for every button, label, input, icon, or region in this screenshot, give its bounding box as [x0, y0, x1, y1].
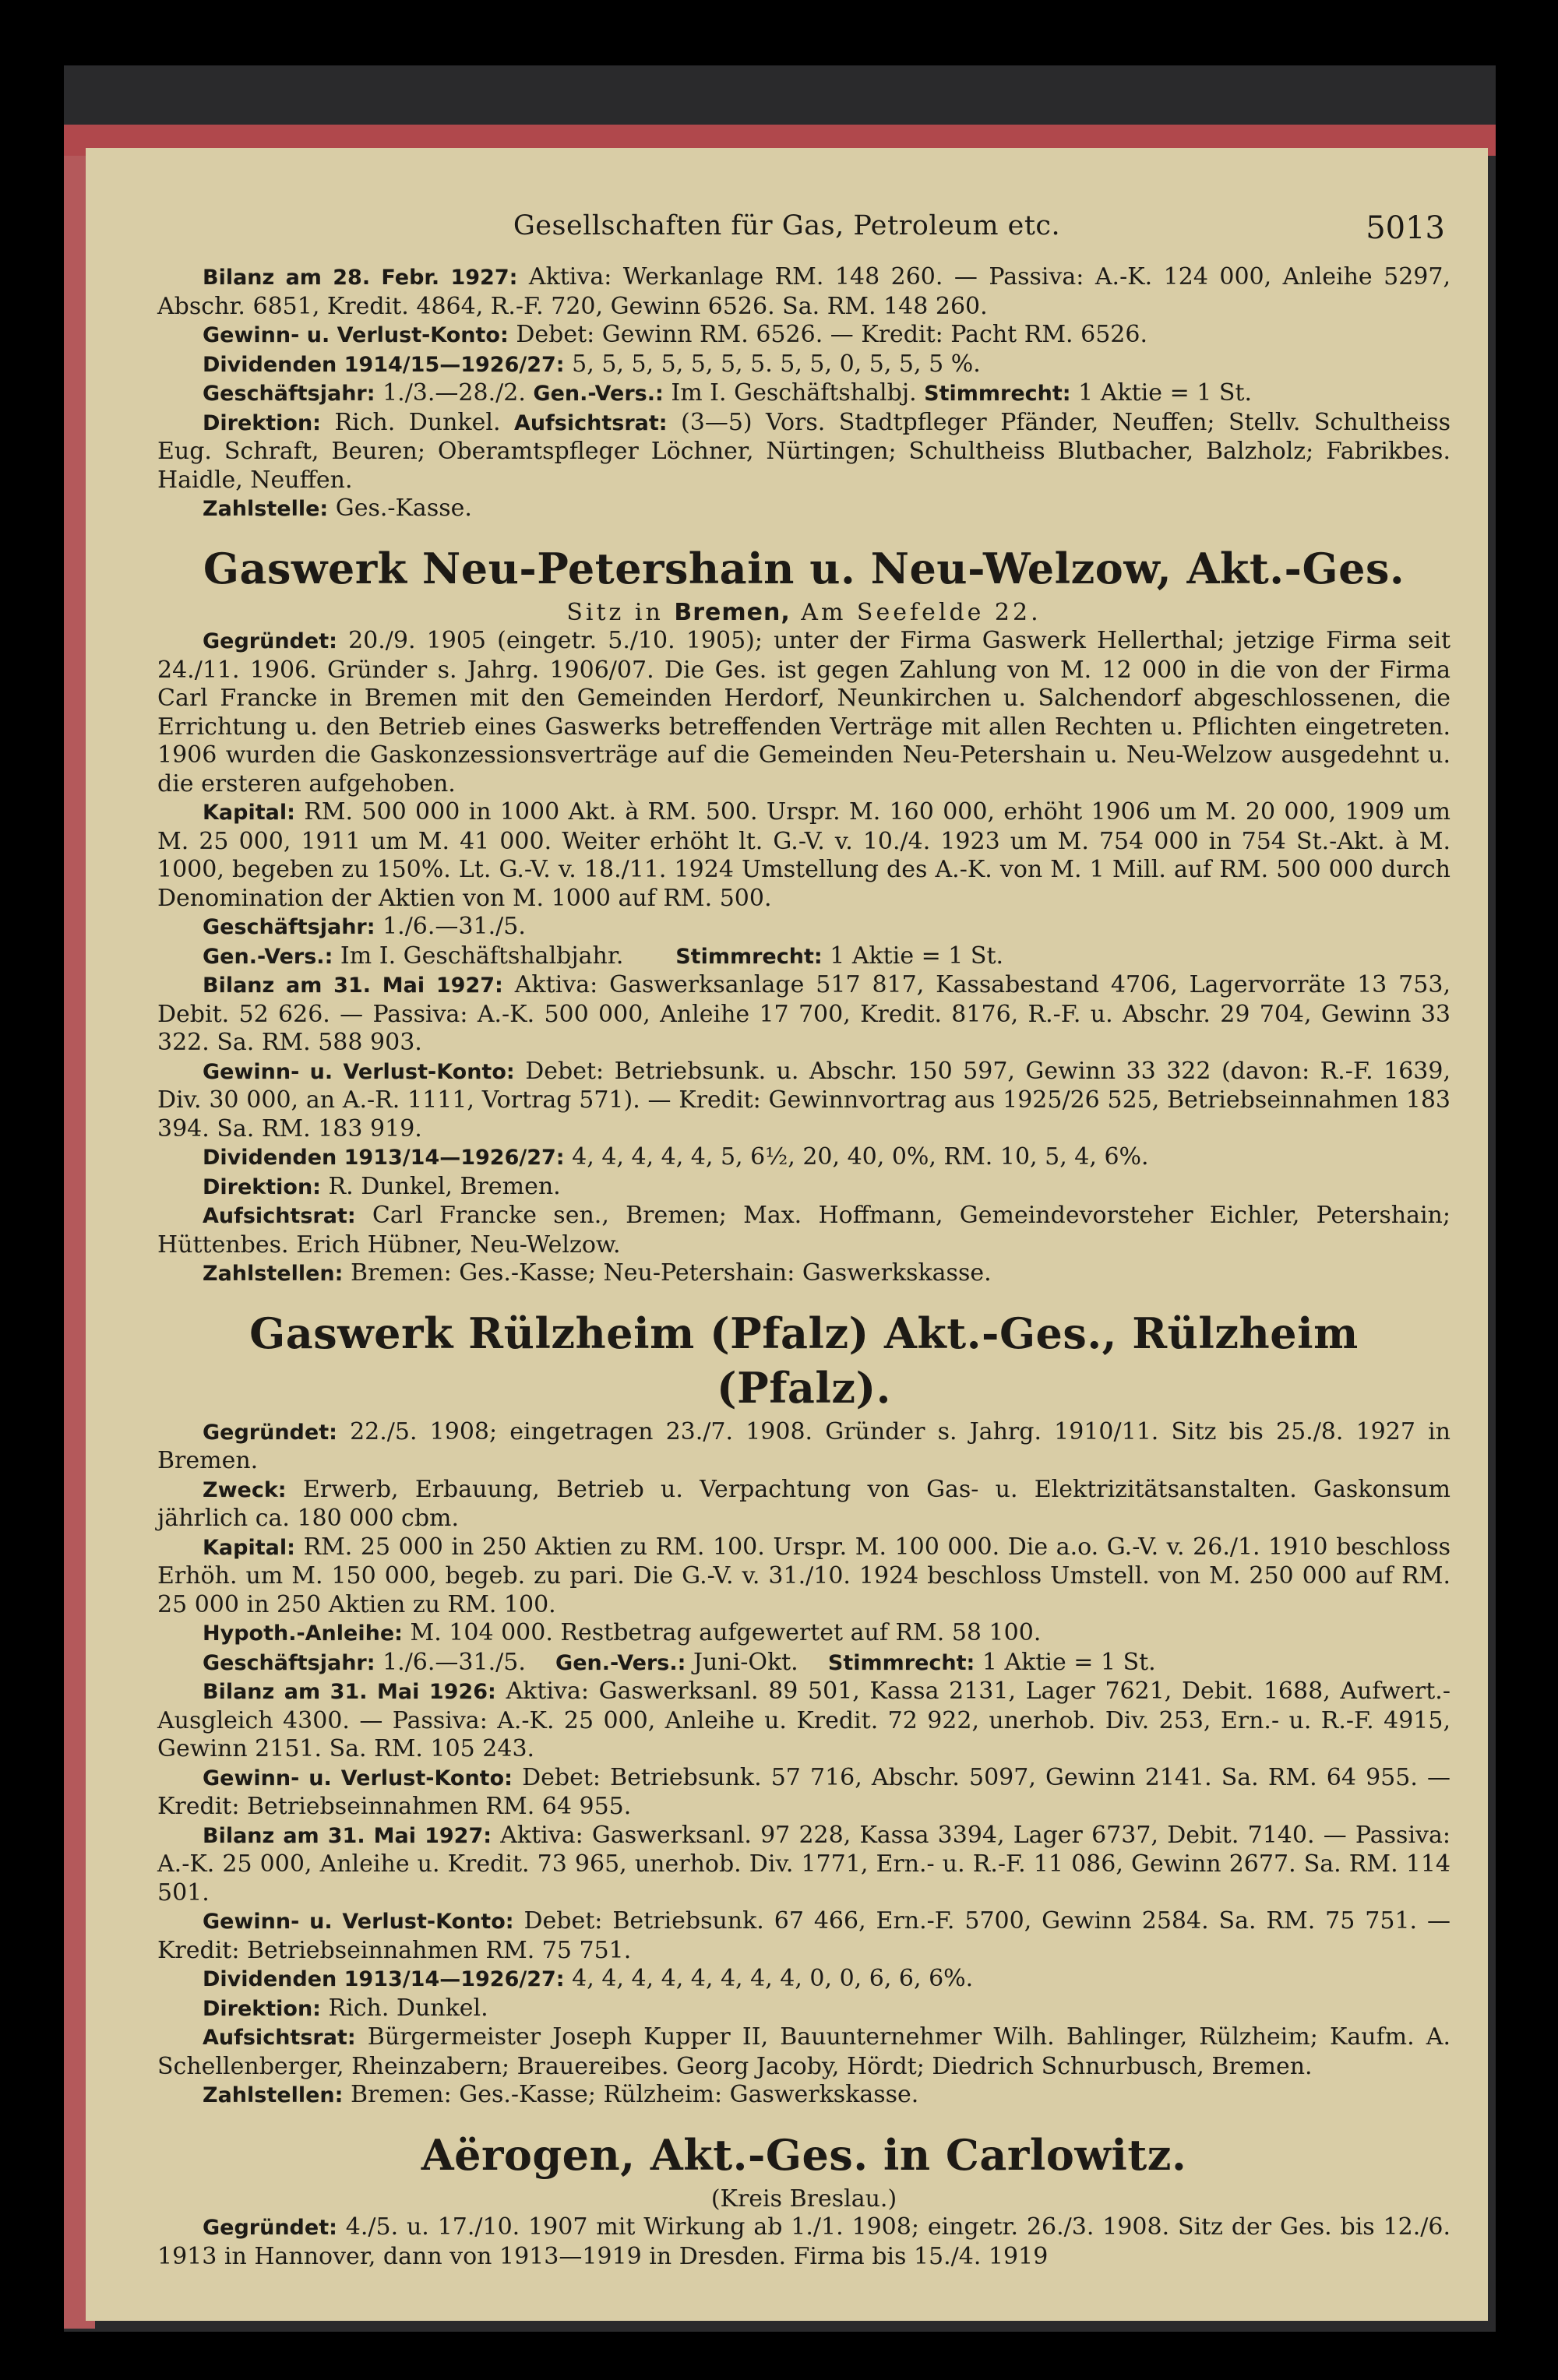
entry1-aufsichtsrat: Aufsichtsrat: Carl Francke sen., Bremen; Max. Hoffmann, Gemeindevorsteher Eichler, Petershain; Hüttenbes. Erich Hübner, Neu-Welzow.	[157, 1202, 1450, 1259]
entry1-genv: Gen.-Vers.: Im I. Geschäftshalbjahr. Stimmrecht: 1 Aktie = 1 St.	[203, 942, 1004, 970]
entry2-bilanz-1927: Bilanz am 31. Mai 1927: Aktiva: Gaswerksanl. 97 228, Kassa 3394, Lager 6737, Debit. 7140. — Passiva: A.-K. 25 000, Anleihe u. Kredit. 73 965, unerhob. Div. 1771, Ern.- u. R.-F. 11 086, Gewinn 2677. Sa. RM. 114 501.	[157, 1821, 1450, 1906]
top-dividends: Dividenden 1914/15—1926/27: 5, 5, 5, 5, 5, 5, 5. 5, 5, 0, 5, 5, 5 %.	[203, 350, 981, 378]
top-direktion-ar: Direktion: Rich. Dunkel. Aufsichtsrat: (3—5) Vors. Stadtpfleger Pfänder, Neuffen; Stellv. Schultheiss Eug. Schraft, Beuren; Oberamtspfleger Löchner, Nürtingen; Schultheiss Blutbacher, Balzholz; Fabrikbes. Haidle, Neuffen.	[157, 408, 1450, 494]
entry2-kapital: Kapital: RM. 25 000 in 250 Aktien zu RM. 100. Urspr. M. 100 000. Die a.o. G.-V. v. 26./1. 1910 beschloss Erhöh. um M. 150 000, begeb. zu pari. Die G.-V. v. 31./10. 1924 beschloss Umstell. von M. 250 000 auf RM. 25 000 in 250 Aktien zu RM. 100.	[157, 1533, 1450, 1618]
entry1-gegruendet: Gegründet: 20./9. 1905 (eingetr. 5./10. 1905); unter der Firma Gaswerk Hellerthal; jetzige Firma seit 24./11. 1906. Gründer s. Jahrg. 1906/07. Die Ges. ist gegen Zahlung von M. 12 000 in die von der Firma Carl Francke in Bremen mit den Gemeinden Herdorf, Neunkirchen u. Salchendorf abgeschlossenen, die Errichtung u. den Betrieb eines Gaswerks betreffenden Verträge mit allen Rechten u. Pflichten eingetreten. 1906 wurden die Gaskonzessionsverträge auf die Gemeinden Neu-Petershain u. Neu-Welzow ausgedehnt u. die ersteren aufgehoben.	[157, 627, 1450, 797]
entry2-zweck: Zweck: Erwerb, Erbauung, Betrieb u. Verpachtung von Gas- u. Elektrizitätsanstalten. Gaskonsum jährlich ca. 180 000 cbm.	[157, 1475, 1450, 1532]
page-content	[157, 263, 1450, 2271]
entry-title-ruelzheim: Gaswerk Rülzheim (Pfalz) Akt.-Ges., Rülzheim (Pfalz).	[249, 1308, 1359, 1413]
entry1-zahlstellen: Zahlstellen: Bremen: Ges.-Kasse; Neu-Petershain: Gaswerkskasse.	[203, 1259, 992, 1287]
entry2-aufsichtsrat: Aufsichtsrat: Bürgermeister Joseph Kupper II, Bauunternehmer Wilh. Bahlinger, Rülzheim; Kaufm. A. Schellenberger, Rheinzabern; Brauereibes. Georg Jacoby, Hördt; Diedrich Schnurbusch, Bremen.	[157, 2023, 1450, 2080]
entry1-direktion: Direktion: R. Dunkel, Bremen.	[203, 1172, 561, 1200]
entry3-subtitle: (Kreis Breslau.)	[710, 2185, 897, 2213]
entry3-gegruendet: Gegründet: 4./5. u. 17./10. 1907 mit Wirkung ab 1./1. 1908; eingetr. 26./3. 1908. Sitz der Ges. bis 12./6. 1913 in Hannover, dann von 1913—1919 in Dresden. Firma bis 15./4. 1919	[157, 2213, 1450, 2270]
entry-title-aerogen: Aërogen, Akt.-Ges. in Carlowitz.	[421, 2129, 1187, 2180]
entry2-bilanz-1926: Bilanz am 31. Mai 1926: Aktiva: Gaswerksanl. 89 501, Kassa 2131, Lager 7621, Debit. 1688, Aufwert.-Ausgleich 4300. — Passiva: A.-K. 25 000, Anleihe u. Kredit. 72 922, unerhob. Div. 253, Ern.- u. R.-F. 4915, Gewinn 2151. Sa. RM. 105 243.	[157, 1678, 1450, 1762]
entry2-zahlstellen: Zahlstellen: Bremen: Ges.-Kasse; Rülzheim: Gaswerkskasse.	[203, 2081, 919, 2108]
entry2-gv-1926: Gewinn- u. Verlust-Konto: Debet: Betriebsunk. 57 716, Abschr. 5097, Gewinn 2141. Sa. RM. 64 955. — Kredit: Betriebseinnahmen RM. 64 955.	[157, 1763, 1450, 1820]
top-gj-line: Geschäftsjahr: 1./3.—28./2. Gen.-Vers.: Im I. Geschäftshalbj. Stimmrecht: 1 Aktie = 1 St.	[203, 379, 1253, 407]
entry1-sitz: Sitz in Bremen, Am Seefelde 22.	[566, 598, 1042, 626]
entry2-gj-line: Geschäftsjahr: 1./6.—31./5. Gen.-Vers.: Juni-Okt. Stimmrecht: 1 Aktie = 1 St.	[203, 1648, 1156, 1676]
running-title: Gesellschaften für Gas, Petroleum etc.	[513, 210, 1061, 241]
entry1-kapital: Kapital: RM. 500 000 in 1000 Akt. à RM. 500. Urspr. M. 160 000, erhöht 1906 um M. 20 000, 1909 um M. 25 000, 1911 um M. 41 000. Weiter erhöht lt. G.-V. v. 10./4. 1923 um M. 754 000 in 754 St.-Akt. à M. 1000, begeben zu 150%. Lt. G.-V. v. 18./11. 1924 Umstellung des A.-K. von M. 1 Mill. auf RM. 500 000 durch Denomination der Aktien von M. 1000 auf RM. 500.	[157, 798, 1450, 912]
page-number: 5013	[1366, 210, 1445, 246]
entry-title-neu-petershain: Gaswerk Neu-Petershain u. Neu-Welzow, Akt.-Ges.	[203, 543, 1405, 593]
entry2-hypothek: Hypoth.-Anleihe: M. 104 000. Restbetrag aufgewertet auf RM. 58 100.	[203, 1619, 1042, 1646]
entry2-dividends: Dividenden 1913/14—1926/27: 4, 4, 4, 4, 4, 4, 4, 4, 0, 0, 6, 6, 6%.	[203, 1965, 974, 1992]
top-zahlstelle: Zahlstelle: Ges.-Kasse.	[203, 495, 472, 522]
book-page	[86, 148, 1488, 2321]
entry1-dividends: Dividenden 1913/14—1926/27: 4, 4, 4, 4, 4, 5, 6½, 20, 40, 0%, RM. 10, 5, 4, 6%.	[203, 1143, 1149, 1171]
entry1-gv: Gewinn- u. Verlust-Konto: Debet: Betriebsunk. u. Abschr. 150 597, Gewinn 33 322 (davon: R.-F. 1639, Div. 30 000, an A.-R. 1111, Vortrag 571). — Kredit: Gewinnvortrag aus 1925/26 525, Betriebseinnahmen 183 394. Sa. RM. 183 919.	[157, 1057, 1450, 1142]
top-gv: Gewinn- u. Verlust-Konto: Debet: Gewinn RM. 6526. — Kredit: Pacht RM. 6526.	[203, 321, 1148, 348]
top-bilanz: Bilanz am 28. Febr. 1927: Aktiva: Werkanlage RM. 148 260. — Passiva: A.-K. 124 000, Anleihe 5297, Abschr. 6851, Kredit. 4864, R.-F. 720, Gewinn 6526. Sa. RM. 148 260.	[157, 263, 1450, 320]
entry1-bilanz: Bilanz am 31. Mai 1927: Aktiva: Gaswerksanlage 517 817, Kassabestand 4706, Lagervorräte 13 753, Debit. 52 626. — Passiva: A.-K. 500 000, Anleihe 17 700, Kredit. 8176, R.-F. u. Abschr. 29 704, Gewinn 33 322. Sa. RM. 588 903.	[157, 971, 1450, 1056]
entry1-gj: Geschäftsjahr: 1./6.—31./5.	[203, 913, 526, 940]
entry2-gv-1927: Gewinn- u. Verlust-Konto: Debet: Betriebsunk. 67 466, Ern.-F. 5700, Gewinn 2584. Sa. RM. 75 751. — Kredit: Betriebseinnahmen RM. 75 751.	[157, 1907, 1450, 1964]
entry2-direktion: Direktion: Rich. Dunkel.	[203, 1994, 488, 2022]
entry2-gegruendet: Gegründet: 22./5. 1908; eingetragen 23./7. 1908. Gründer s. Jahrg. 1910/11. Sitz bis 25./8. 1927 in Bremen.	[157, 1417, 1450, 1474]
